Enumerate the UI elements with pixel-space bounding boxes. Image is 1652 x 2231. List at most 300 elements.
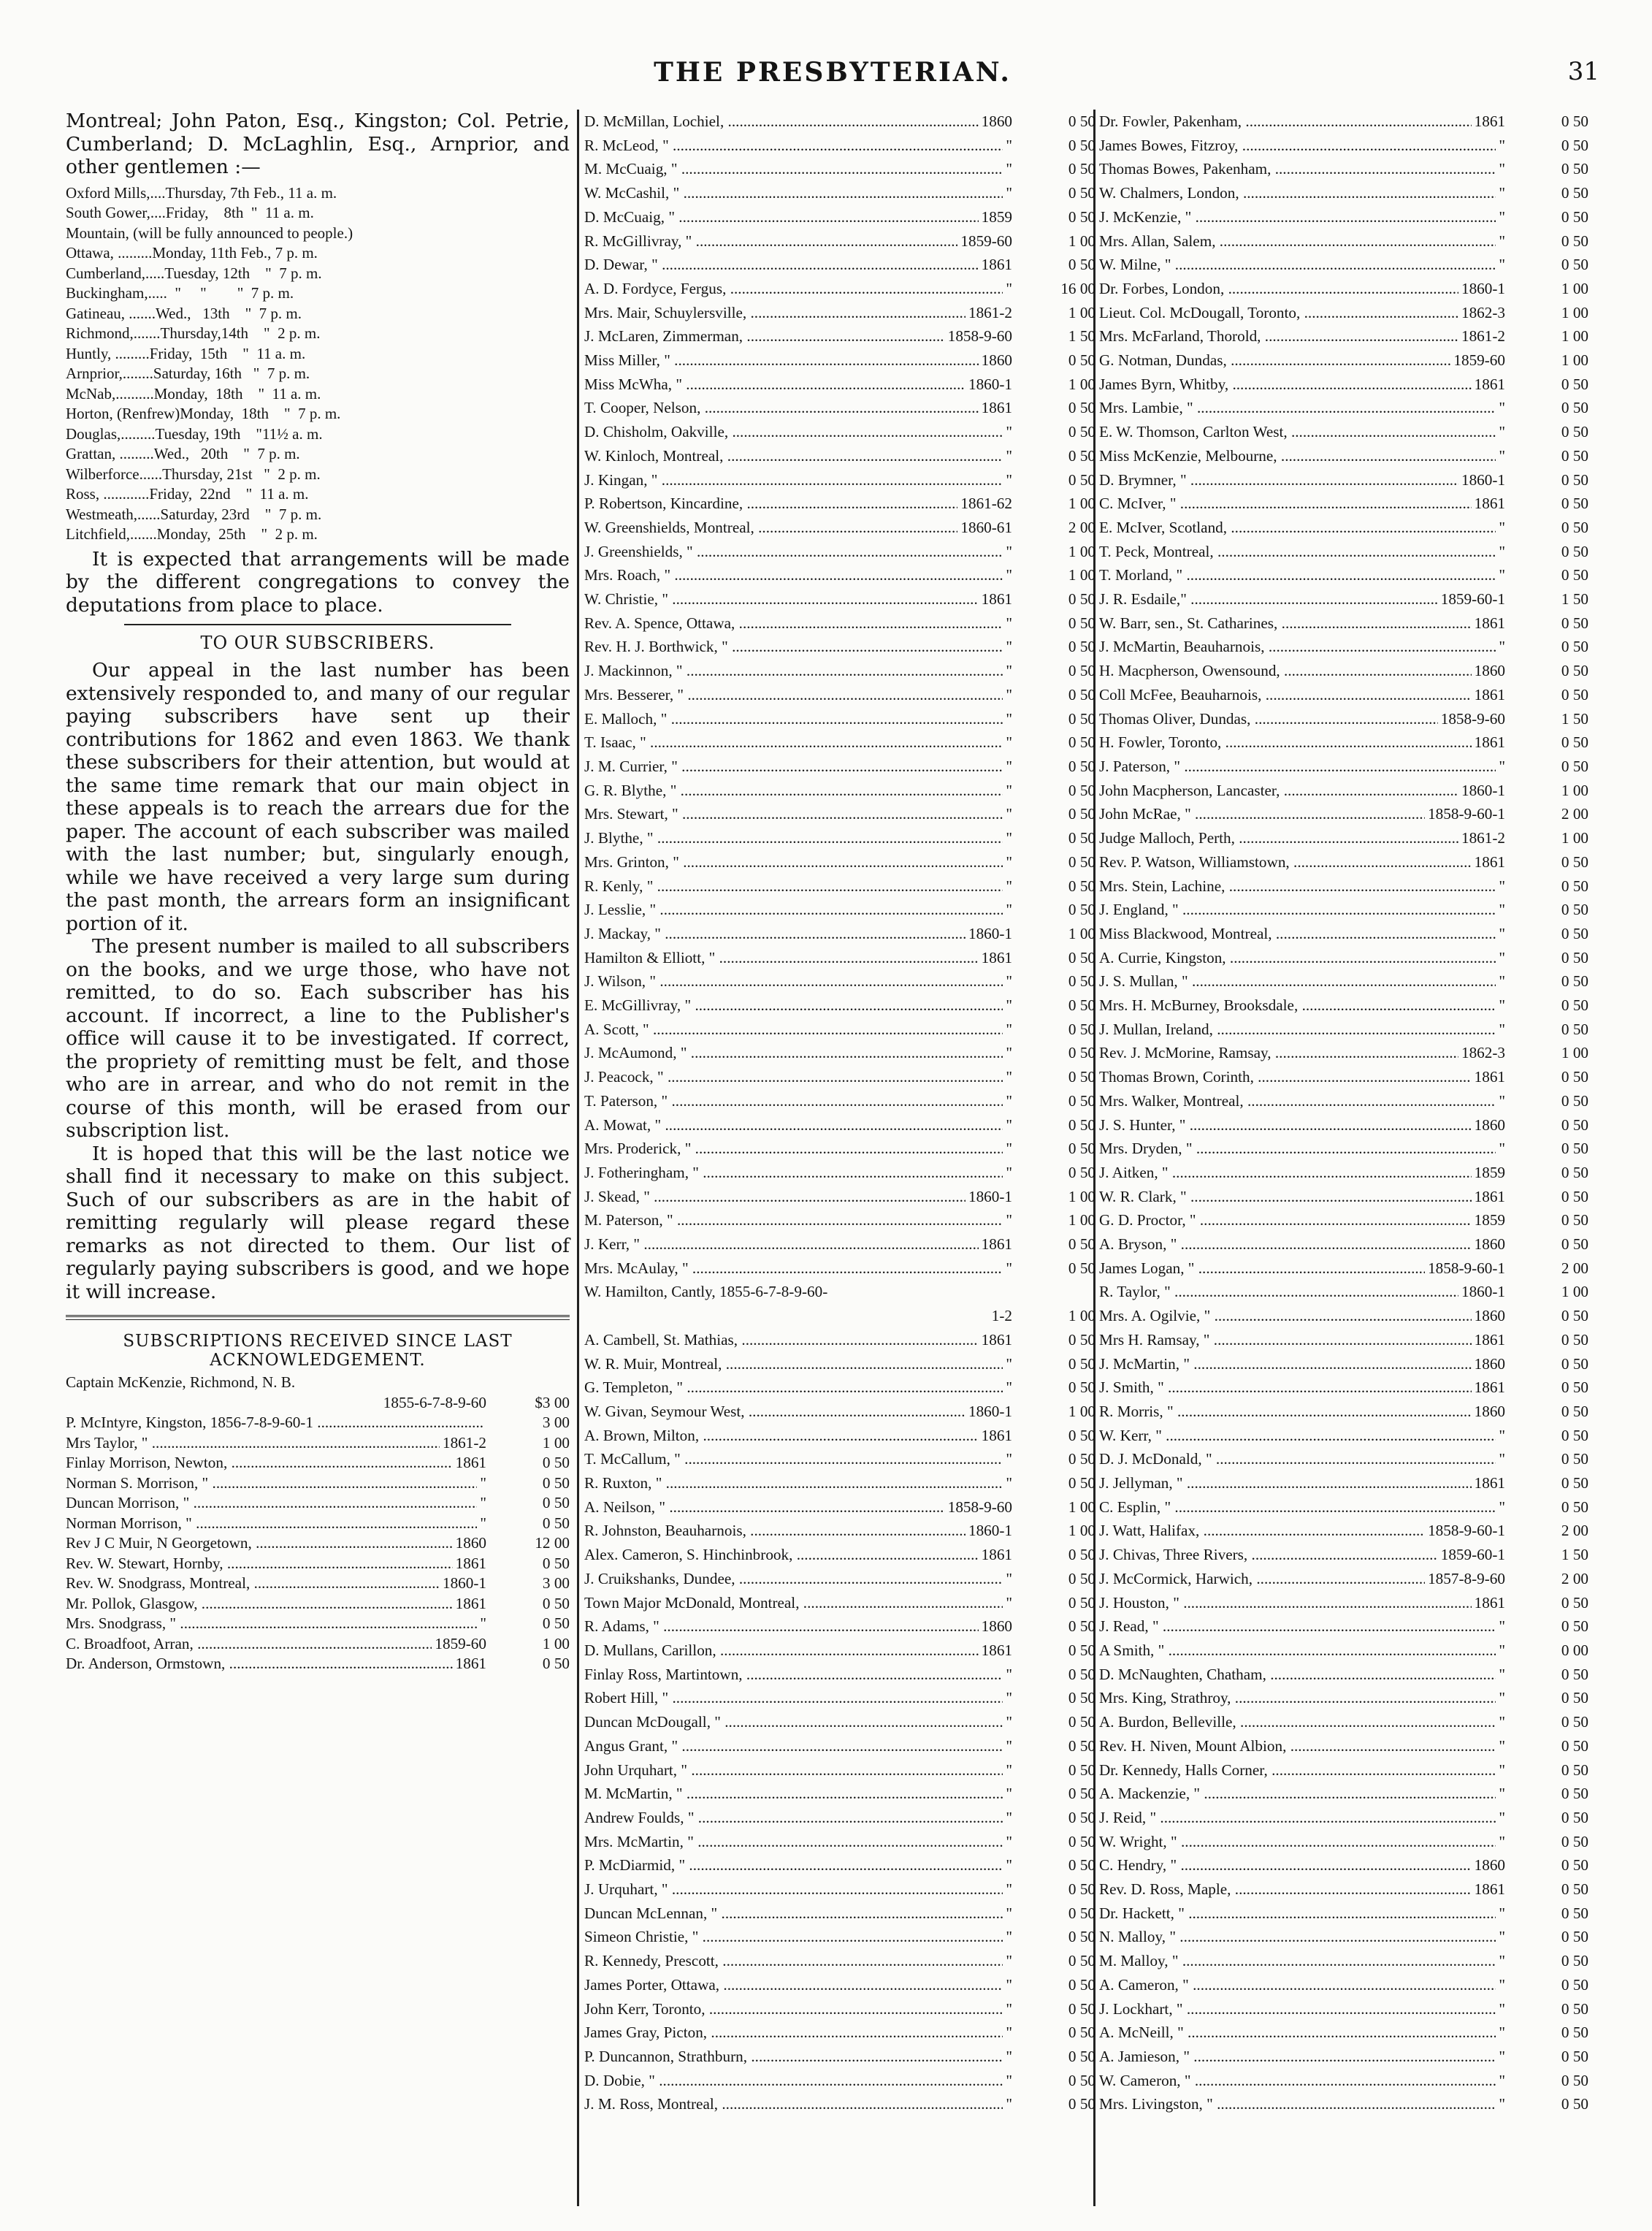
subscription-years: " (1499, 566, 1505, 584)
subscription-years: " (1006, 901, 1012, 919)
meeting-schedule (66, 183, 570, 545)
subscription-amount: 0 50 (1561, 1975, 1588, 1994)
subscription-years: " (1499, 1617, 1505, 1636)
subscriber-name: Captain McKenzie, Richmond, N. B. (66, 1373, 296, 1391)
subscription-amount: 0 50 (1561, 1378, 1588, 1397)
subscriber-name (730, 1304, 989, 1328)
subscription-entry (1099, 1256, 1588, 1281)
subscriber-name: Duncan McDougall, " ..... (584, 1710, 1003, 1734)
subscription-amount: 0 50 (1561, 1999, 1588, 2018)
subscription-amount: 1 00 (1068, 495, 1095, 513)
subscription-entry (584, 301, 1095, 325)
subscriber-name: D. McNaughten, Chatham, ..... (1099, 1663, 1496, 1687)
subscription-amount: 0 50 (1561, 518, 1588, 536)
subscription-amount: 2 00 (1068, 518, 1095, 536)
subscription-years: " (1006, 1378, 1012, 1397)
subscription-amount: 0 50 (1068, 1689, 1095, 1707)
subscription-amount: 1 00 (1561, 279, 1588, 297)
subscriber-name: J. M. Currier, " ..... (584, 755, 1003, 779)
subscription-years: 1861 (981, 256, 1012, 274)
subscription-amount: 1 00 (1068, 1307, 1095, 1325)
subscription-entry (1099, 1352, 1588, 1376)
subscription-entry (1099, 229, 1588, 253)
subscriber-name: J. Peacock, " ..... (584, 1065, 1003, 1089)
subscription-amount: 0 50 (1068, 1140, 1095, 1158)
schedule-line: Westmeath,......Saturday, 23rd " 7 p. m. (66, 505, 322, 523)
subscription-years: " (1499, 518, 1505, 536)
subscription-entry (1099, 181, 1588, 205)
subscription-amount: 0 50 (1068, 1546, 1095, 1564)
subscription-years: " (1499, 1904, 1505, 1922)
subscription-entry (584, 1376, 1095, 1400)
subscription-years: " (480, 1614, 486, 1632)
subscription-entry (584, 1614, 1095, 1639)
subscription-amount: 0 50 (1561, 1593, 1588, 1612)
subscription-amount: 1 00 (1068, 1211, 1095, 1229)
subscription-amount: 0 50 (1068, 709, 1095, 728)
subscription-amount: 0 50 (1068, 2095, 1095, 2113)
subscription-amount: 0 50 (1068, 1999, 1095, 2018)
subscription-amount: 1 50 (1561, 709, 1588, 728)
subscriber-name: James Gray, Picton, ..... (584, 2021, 1003, 2045)
subscription-entry (1099, 1543, 1588, 1567)
subscription-entry (584, 969, 1095, 994)
subscription-years: " (1499, 1785, 1505, 1803)
subscription-entry (584, 898, 1095, 922)
subscription-years: 1859-60 (1453, 351, 1505, 370)
subscription-amount: 0 50 (1068, 423, 1095, 441)
subscription-entry (1099, 1806, 1588, 1830)
subscriber-name: Mrs. Allan, Salem, ..... (1099, 229, 1496, 253)
subscription-years: " (1006, 781, 1012, 799)
subscription-amount: 0 50 (1068, 1761, 1095, 1779)
subscription-amount: 0 50 (1561, 1904, 1588, 1922)
subscriber-name: R. Kennedy, Prescott, ..... (584, 1949, 1003, 1973)
subscription-years: " (1006, 2095, 1012, 2113)
subscription-years: 1860 (981, 1617, 1012, 1636)
subscription-entry (1099, 301, 1588, 325)
subscribers-notice (66, 659, 570, 1303)
subscription-entry (1099, 516, 1588, 540)
subscriber-name: D. Dewar, " ..... (584, 253, 979, 277)
subscription-entry (584, 1495, 1095, 1519)
subscription-amount: 0 50 (1561, 1307, 1588, 1325)
subscription-amount: 0 50 (1068, 1116, 1095, 1134)
subscription-years: 1862-3 (1461, 303, 1505, 321)
subscription-entry (66, 1373, 570, 1393)
subscription-entry (1099, 2021, 1588, 2045)
subscription-entry (1099, 563, 1588, 587)
subscriber-name: Dr. Kennedy, Halls Corner, ..... (1099, 1758, 1496, 1782)
subscription-entry (1099, 707, 1588, 731)
subscriber-name: T. Paterson, " ..... (584, 1089, 1003, 1113)
subscription-amount: 0 50 (1068, 757, 1095, 775)
subscription-amount: 0 50 (1068, 1474, 1095, 1492)
subscription-entry (584, 1663, 1095, 1687)
subscription-entry (1099, 540, 1588, 564)
subscription-entry (1099, 134, 1588, 158)
subscription-amount: 0 50 (1068, 829, 1095, 847)
subscriptions-heading: SUBSCRIPTIONS RECEIVED SINCE LAST ACKNOWLEDGEMENT. (123, 1332, 513, 1370)
subscription-years: " (1499, 2024, 1505, 2042)
subscription-amount: 2 00 (1561, 805, 1588, 823)
subscriber-name: Miss Blackwood, Montreal, ..... (1099, 922, 1496, 946)
subscription-entry (584, 444, 1095, 468)
subscription-years: 1861-2 (442, 1433, 486, 1452)
subscription-amount: 0 50 (1561, 542, 1588, 560)
subscriber-name: Miss Miller, " ..... (584, 348, 979, 373)
subscriber-name: J. McLaren, Zimmerman, ..... (584, 324, 945, 348)
subscriber-name: N. Malloy, " ..... (1099, 1925, 1496, 1949)
subscription-entry (584, 1853, 1095, 1877)
subscription-entry (1099, 1328, 1588, 1352)
subscription-years: 1860 (1474, 1402, 1505, 1420)
subscriber-name: G. D. Proctor, " ..... (1099, 1208, 1472, 1232)
subscription-entry (584, 802, 1095, 826)
subscription-entry (1099, 1758, 1588, 1782)
schedule-line: Arnprior,........Saturday, 16th " 7 p. m. (66, 365, 310, 382)
subscriber-name: G. R. Blythe, " ..... (584, 779, 1003, 803)
subscription-years: 1861 (1474, 1187, 1505, 1205)
subscription-amount: 0 50 (542, 1473, 570, 1492)
subscription-entry (1099, 253, 1588, 277)
subscriber-name: A Smith, " ..... (1099, 1639, 1496, 1663)
subscription-years: " (1499, 757, 1505, 775)
subscription-years: 1861 (455, 1454, 486, 1471)
subscription-amount: 0 50 (1561, 1785, 1588, 1803)
subscription-entry (1099, 1902, 1588, 1926)
subscription-amount: 0 50 (1068, 1928, 1095, 1946)
subscription-entry (584, 1447, 1095, 1471)
subscriber-name: W. Greenshields, Montreal, ..... (584, 516, 957, 540)
subscription-entry (1099, 1853, 1588, 1877)
subscription-years: 1861 (981, 1426, 1012, 1444)
subscription-entry (1099, 1949, 1588, 1973)
subscription-entry (1099, 922, 1588, 946)
subscription-amount: 1 00 (1068, 1522, 1095, 1540)
subscription-amount: 1 00 (1561, 1044, 1588, 1062)
subscription-entry (584, 1185, 1095, 1209)
subscription-entry (584, 1208, 1095, 1232)
subscription-years: 1859-60-1 (1440, 590, 1505, 609)
subscription-amount: 0 50 (1068, 805, 1095, 823)
subscriber-name: H. Macpherson, Owensound, ..... (1099, 659, 1472, 683)
subscription-entry (584, 1161, 1095, 1185)
subscription-years: " (1499, 542, 1505, 560)
subscription-entry (584, 1973, 1095, 1997)
subscription-entry (584, 253, 1095, 277)
subscription-entry (1099, 1424, 1588, 1448)
subscription-entry (584, 635, 1095, 659)
subscription-years: " (1499, 1808, 1505, 1826)
subscription-entry (1099, 731, 1588, 755)
subscriber-name: Mrs Taylor, " ..... (66, 1433, 440, 1454)
subscriber-name: Mrs. Livingston, " ..... (1099, 2092, 1496, 2116)
subscription-amount: 0 50 (1561, 566, 1588, 584)
subscription-years: " (480, 1514, 486, 1532)
subscription-entry (1099, 205, 1588, 229)
subscriber-name: W. Hamilton, Cantly, 1855-6-7-8-9-60- (584, 1283, 828, 1301)
subscription-years: " (1006, 1999, 1012, 2018)
subscription-years: " (1006, 542, 1012, 560)
subscription-amount: 0 50 (1068, 1975, 1095, 1994)
subscriber-name: J. Mackay, " ..... (584, 922, 965, 946)
subscription-amount: 0 50 (1068, 207, 1095, 226)
subscription-entry (584, 611, 1095, 636)
subscription-amount: 0 50 (1068, 996, 1095, 1015)
subscriber-name: Mrs H. Ramsay, " ..... (1099, 1328, 1472, 1352)
subscription-entry (1099, 1686, 1588, 1710)
subscription-years: 1861 (981, 948, 1012, 966)
subscription-entry (1099, 1830, 1588, 1854)
subscriber-name: W. Wright, " ..... (1099, 1830, 1496, 1854)
subscription-amount: 0 50 (1561, 901, 1588, 919)
subscription-entry (584, 2045, 1095, 2069)
subscription-years: 1861 (981, 1235, 1012, 1254)
subscription-amount: 1 00 (1561, 781, 1588, 799)
subscription-entry (584, 1304, 1095, 1328)
subscription-years: 1860-1 (1461, 279, 1505, 297)
subscriber-name: E. McIver, Scotland, ..... (1099, 516, 1496, 540)
subscription-entry (1099, 348, 1588, 373)
subscriber-name: Mrs. Besserer, " ..... (584, 683, 1003, 707)
subscriber-name: A. Scott, " ..... (584, 1018, 1003, 1042)
subscription-amount: 0 50 (1561, 495, 1588, 513)
subscriber-name: D. J. McDonald, " ..... (1099, 1447, 1496, 1471)
subscription-entry (66, 1493, 570, 1514)
subscription-entry (1099, 659, 1588, 683)
subscription-entry (1099, 396, 1588, 420)
subscriber-name: Mrs. McAulay, " ..... (584, 1256, 1003, 1281)
subscription-entry (584, 994, 1095, 1018)
subscription-amount: 1 50 (1561, 1546, 1588, 1564)
subscription-entry (584, 324, 1095, 348)
subscriber-name: Dr. Hackett, " ..... (1099, 1902, 1496, 1926)
subscription-years: 1859-60-1 (1440, 1546, 1505, 1564)
subscriber-name: C. Esplin, " ..... (1099, 1495, 1496, 1519)
subscriber-name: W. Christie, " ..... (584, 587, 979, 611)
subscriber-name: J. Jellyman, " ..... (1099, 1471, 1472, 1495)
subscription-amount: 0 50 (1068, 1020, 1095, 1038)
schedule-line: Douglas,.........Tuesday, 19th "11½ a. m. (66, 424, 323, 443)
subscription-amount: 0 50 (1068, 590, 1095, 609)
subscription-amount: 0 50 (1068, 1952, 1095, 1970)
page-header (66, 57, 1599, 101)
subscription-amount: 0 50 (1068, 1426, 1095, 1444)
subscriber-name: Angus Grant, " ..... (584, 1734, 1003, 1758)
subscription-years: " (1006, 1952, 1012, 1970)
subscriber-name: J. Lesslie, " ..... (584, 898, 1003, 922)
subscription-years: " (1499, 1140, 1505, 1158)
subscription-years: 1860-1 (968, 1402, 1012, 1420)
subscription-entry (584, 1686, 1095, 1710)
subscription-entry (1099, 1185, 1588, 1209)
notice-paragraph: Our appeal in the last number has been extensively responded to, and many of our regular paying subscribers have sent up their contributions for 1862 and even 1863. We thank these subscribers for their attention, but would at the same time remark that our main object in these appeals is to reach the arrears due for the paper. The account of each subscriber was mailed with the last number; but, singularly enough, while we have received a very large sum during the past month, the arrears form an insignificant portion of it. (66, 659, 570, 935)
subscription-entry (1099, 492, 1588, 516)
subscription-entry (584, 2092, 1095, 2116)
subscription-amount: 1 00 (1561, 327, 1588, 346)
subscriber-name: J. Aitken, " ..... (1099, 1161, 1472, 1185)
subscription-amount: 0 50 (1068, 1569, 1095, 1587)
subscription-years: 1859-60 (435, 1634, 486, 1652)
subscription-years: " (1006, 1259, 1012, 1277)
subscription-amount: 0 50 (1561, 446, 1588, 465)
subscription-entry (584, 587, 1095, 611)
subscription-entry (584, 1591, 1095, 1615)
subscription-years: 1861 (1474, 853, 1505, 871)
subscriber-name: T. McCallum, " ..... (584, 1447, 1003, 1471)
subscription-years: " (1006, 160, 1012, 178)
subscription-amount: 0 50 (1561, 948, 1588, 966)
subscription-years: 1858-9-60 (947, 1498, 1012, 1516)
subscription-amount: 0 50 (1068, 781, 1095, 799)
subscription-amount: 0 50 (1068, 1856, 1095, 1875)
subscriber-name: Finlay Ross, Martintown, ..... (584, 1663, 1003, 1687)
subscription-years: " (1499, 1999, 1505, 2018)
schedule-line: McNab,..........Monday, 18th " 11 a. m. (66, 384, 321, 403)
subscriber-name: C. Broadfoot, Arran, ..... (66, 1634, 432, 1655)
subscription-years: 1860 (1474, 1856, 1505, 1875)
subscription-amount: 0 50 (1561, 112, 1588, 130)
subscription-amount: 0 50 (1068, 614, 1095, 632)
subscription-entry (1099, 1471, 1588, 1495)
subscription-amount: 0 50 (542, 1594, 570, 1612)
subscription-years: " (1006, 1713, 1012, 1731)
subscription-years: " (1006, 1068, 1012, 1086)
subscriber-name: Mrs. McMartin, " ..... (584, 1830, 1003, 1854)
subscription-years: " (1006, 1116, 1012, 1134)
subscription-years: " (1006, 2071, 1012, 2089)
schedule-line: Horton, (Renfrew)Monday, 18th " 7 p. m. (66, 405, 341, 422)
subscriber-name: J. McAumond, " ..... (584, 1041, 1003, 1065)
subscription-years: " (1006, 470, 1012, 489)
subscriber-name: J. M. Ross, Montreal, ..... (584, 2092, 1003, 2116)
subscription-entry (584, 1734, 1095, 1758)
subscription-entry (1099, 1663, 1588, 1687)
subscription-years: " (1006, 638, 1012, 656)
subscriber-name: Rev. W. Stewart, Hornby, ..... (66, 1554, 453, 1574)
subscription-years: 1860-1 (1461, 781, 1505, 799)
subscription-amount: 12 00 (535, 1534, 570, 1552)
subscriber-name: Rev J C Muir, N Georgetown, ..... (66, 1533, 453, 1554)
subscriber-name: C. Hendry, " ..... (1099, 1853, 1472, 1877)
subscription-years: " (1006, 829, 1012, 847)
subscriber-name: Duncan McLennan, " ..... (584, 1902, 1003, 1926)
subscriber-name: P. McDiarmid, " ..... (584, 1853, 1003, 1877)
subscriber-name: J. McMartin, " ..... (1099, 1352, 1472, 1376)
subscription-entry (584, 2021, 1095, 2045)
subscription-amount: 0 50 (1561, 924, 1588, 942)
subscription-amount: 0 50 (1068, 1904, 1095, 1922)
subscription-entry (1099, 2069, 1588, 2093)
subscription-entry (584, 1232, 1095, 1256)
subscription-years: " (1006, 1140, 1012, 1158)
subscription-years: " (1006, 1163, 1012, 1181)
subscription-entry (1099, 324, 1588, 348)
subscription-amount: 0 50 (1561, 232, 1588, 250)
subscription-years: " (1499, 160, 1505, 178)
subscriber-name: A. Bryson, " ..... (1099, 1232, 1472, 1256)
subscriber-name: W. Cameron, " ..... (1099, 2069, 1496, 2093)
subscriber-name: A. Mowat, " ..... (584, 1113, 1003, 1137)
subscriber-name: E. McGillivray, " ..... (584, 994, 1003, 1018)
subscription-years: 1860 (1474, 1235, 1505, 1254)
subscriber-name: A. Neilson, " ..... (584, 1495, 945, 1519)
subscriber-name: Rev. A. Spence, Ottawa, ..... (584, 611, 1003, 636)
subscription-years: " (1006, 614, 1012, 632)
schedule-line: Richmond,.......Thursday,14th " 2 p. m. (66, 324, 321, 342)
subscriber-name: James Bowes, Fitzroy, ..... (1099, 134, 1496, 158)
subscription-entry (584, 563, 1095, 587)
subscription-amount: 1 00 (1068, 232, 1095, 250)
subscription-amount: 0 50 (1561, 1068, 1588, 1086)
subscription-amount: 0 50 (1561, 972, 1588, 991)
subscription-amount: 0 50 (1561, 638, 1588, 656)
subscription-years: 1859 (981, 207, 1012, 226)
subscription-entry (1099, 802, 1588, 826)
subscriber-name: Mrs. Lambie, " ..... (1099, 396, 1496, 420)
subscription-entry (584, 850, 1095, 874)
subscription-entry (66, 1453, 570, 1473)
subscriber-name: R. Johnston, Beauharnois, ..... (584, 1519, 965, 1543)
subscription-amount: 0 50 (1561, 1187, 1588, 1205)
subscription-amount: 0 50 (1561, 1354, 1588, 1373)
subscription-entry (66, 1413, 570, 1433)
subscriber-name: Thomas Oliver, Dundas, ..... (1099, 707, 1438, 731)
schedule-line: Huntly, .........Friday, 15th " 11 a. m. (66, 344, 306, 362)
subscription-entry (1099, 683, 1588, 707)
subscriber-name: J. Mackinnon, " ..... (584, 659, 1003, 683)
subscription-amount: 1 00 (1561, 351, 1588, 370)
subscription-years: " (1499, 1020, 1505, 1038)
subscription-entry (584, 540, 1095, 564)
subscriber-name: Mrs. Roach, " ..... (584, 563, 1003, 587)
subscription-years: " (1006, 662, 1012, 680)
subscriber-name: Mrs. Stewart, " ..... (584, 802, 1003, 826)
subscription-years: " (1006, 1832, 1012, 1850)
subscription-years: 1860 (1474, 662, 1505, 680)
subscription-years: " (1499, 446, 1505, 465)
schedule-line: Oxford Mills,....Thursday, 7th Feb., 11 a. m. (66, 183, 337, 202)
subscription-amount: 0 50 (1561, 1091, 1588, 1110)
subscriber-name: James Porter, Ottawa, ..... (584, 1973, 1003, 1997)
schedule-line: Buckingham,..... " " " 7 p. m. (66, 284, 294, 302)
subscriber-name: J. McMartin, Beauharnois, ..... (1099, 635, 1496, 659)
subscription-entry (1099, 755, 1588, 779)
subscription-entry (1099, 420, 1588, 444)
subscription-entry (1099, 1495, 1588, 1519)
subscription-entry (1099, 2045, 1588, 2069)
subscriber-name: Rev. P. Watson, Williamstown, ..... (1099, 850, 1472, 874)
subscription-years: 1860-1 (968, 924, 1012, 942)
subscription-amount: 0 50 (1561, 1761, 1588, 1779)
subscription-entry (1099, 1925, 1588, 1949)
subscriber-name: Simeon Christie, " ..... (584, 1925, 1003, 1949)
subscription-years: 1861 (1474, 495, 1505, 513)
subscription-years: 1860-1 (442, 1574, 486, 1592)
subscription-amount: 0 50 (1068, 351, 1095, 370)
subscription-entry (66, 1634, 570, 1655)
subscription-years: " (1006, 1665, 1012, 1683)
subscriber-name (212, 1393, 381, 1414)
subscription-years: 1861 (455, 1554, 486, 1572)
subscriber-name: Rev. W. Snodgrass, Montreal, ..... (66, 1574, 440, 1594)
subscription-amount: 0 50 (1068, 256, 1095, 274)
subscription-amount: 0 50 (1068, 901, 1095, 919)
subscriptions-list (584, 110, 1095, 2116)
subscription-amount: 0 50 (1068, 1450, 1095, 1468)
subscription-amount: 0 50 (1561, 1928, 1588, 1946)
